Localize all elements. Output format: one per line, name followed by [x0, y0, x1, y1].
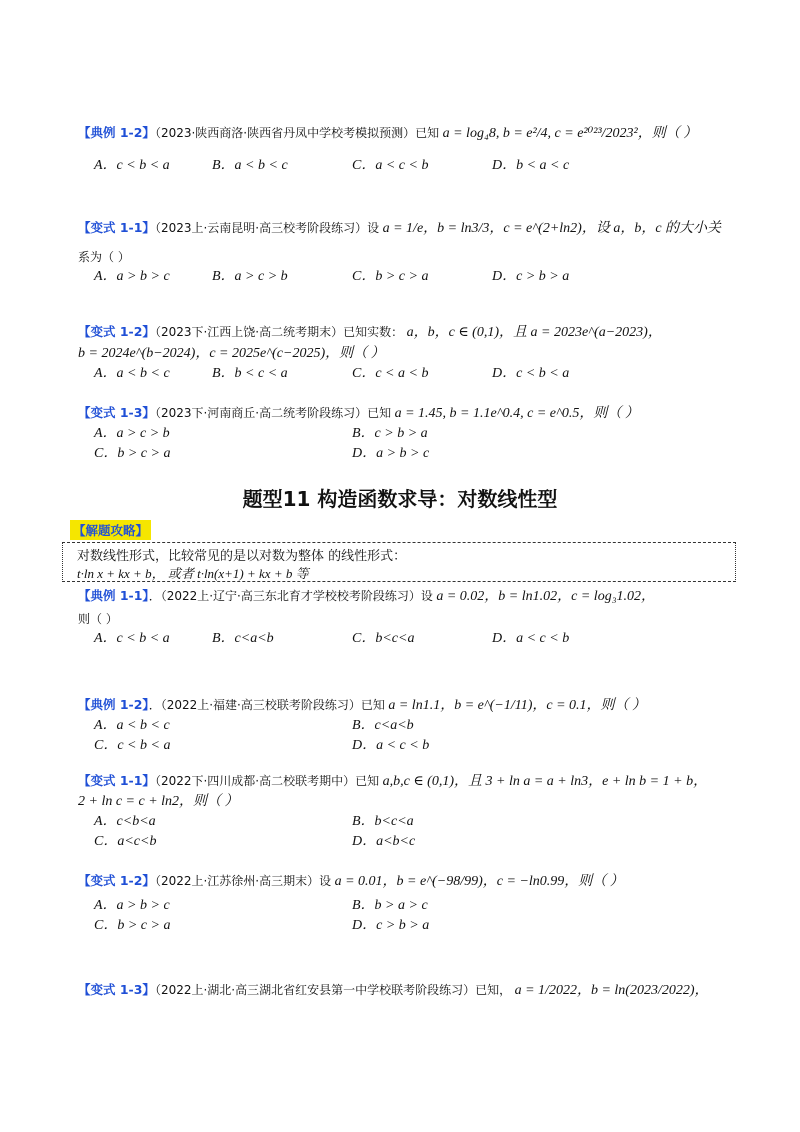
- question-formula: a = ln1.1，b = e^(−1/11)，c = 0.1，则（ ）: [384, 698, 647, 713]
- question-tag: 【典例 1-2】: [78, 125, 155, 140]
- option-b: B．b < c < a: [212, 366, 288, 381]
- option-a: A．c<b<a: [94, 814, 156, 829]
- option-d: D．a < c < b: [352, 738, 430, 753]
- option-a: A．a > b > c: [94, 898, 170, 913]
- question-tag: 【典例 1-2】: [78, 697, 149, 712]
- option-b: B．b > a > c: [352, 898, 428, 913]
- question-formula: a = 0.01，b = e^(−98/99)，c = −ln0.99，则（ ）: [331, 874, 624, 889]
- question-stem-continued: 则（ ）: [78, 612, 118, 626]
- option-c: C．b > c > a: [352, 269, 429, 284]
- option-d: D．c > b > a: [352, 918, 430, 933]
- options: [94, 156, 728, 176]
- options: [94, 716, 728, 736]
- option-c: C．b > c > a: [94, 918, 171, 933]
- question-source: ．（2022上·福建·高三校联考阶段练习）已知: [148, 698, 385, 712]
- question-formula: a，b，c ∈ (0,1)，且 a = 2023e^(a−2023)，: [403, 325, 662, 340]
- option-a: A．a < b < c: [94, 718, 170, 733]
- options: [94, 916, 728, 936]
- question-tag: 【变式 1-2】: [78, 324, 155, 339]
- strategy-line-1: 对数线性形式，比较常见的是以对数为整体 的线性形式：: [77, 549, 407, 564]
- question-source: （2022下·四川成都·高二校联考期中）已知: [154, 774, 380, 788]
- option-c: C．b<c<a: [352, 631, 415, 646]
- option-b: B．a > c > b: [212, 269, 288, 284]
- strategy-line-2: t·ln x + kx + b， 或者 t·ln(x+1) + kx + b 等: [77, 566, 309, 581]
- option-c: C．a<c<b: [94, 834, 157, 849]
- question-tag: 【变式 1-2】: [78, 873, 155, 888]
- option-b: B．c<a<b: [212, 631, 274, 646]
- question-source: ．（2022上·辽宁·高三东北育才学校校考阶段练习）设: [148, 589, 433, 603]
- question-tag: 【典例 1-1】: [78, 588, 149, 603]
- question-source: （2023下·河南商丘·高二统考阶段练习）已知: [154, 406, 392, 420]
- question-formula: a = log₄8, b = e²/4, c = e²⁰²³/2023²，则（ ）: [439, 126, 698, 141]
- question-7: [78, 771, 728, 852]
- question-stem-continued: 系为（ ）: [78, 250, 130, 264]
- option-c: C．b > c > a: [94, 446, 171, 461]
- strategy-label: 【解题攻略】: [70, 520, 151, 540]
- options: [94, 812, 728, 832]
- option-a: A．c < b < a: [94, 158, 170, 173]
- option-d: D．a > b > c: [352, 446, 430, 461]
- question-tag: 【变式 1-1】: [78, 773, 155, 788]
- question-source: （2023上·云南昆明·高三校考阶段练习）设: [154, 221, 380, 235]
- option-b: B．b<c<a: [352, 814, 414, 829]
- question-tag: 【变式 1-3】: [78, 405, 155, 420]
- question-source: （2022上·湖北·高三湖北省红安县第一中学校联考阶段练习）已知，: [154, 983, 512, 997]
- option-d: D．a<b<c: [352, 834, 416, 849]
- question-4: [78, 403, 728, 464]
- question-source: （2022上·江苏徐州·高三期末）设: [154, 874, 332, 888]
- question-tag: 【变式 1-1】: [78, 220, 155, 235]
- question-formula: a,b,c ∈ (0,1)，且 3 + ln a = a + ln3，e + ln b = 1 + b，: [379, 774, 708, 789]
- question-source: （2023·陕西商洛·陕西省丹凤中学校考模拟预测）已知: [154, 126, 440, 140]
- options: [94, 736, 728, 756]
- question-source: （2023下·江西上饶·高二统考期末）已知实数：: [154, 325, 404, 339]
- question-stem-continued: 2 + ln c = c + ln2，则（ ）: [78, 794, 239, 809]
- question-1: [78, 123, 728, 176]
- question-formula: a = 1/2022，b = ln(2023/2022)，: [511, 983, 709, 998]
- option-c: C．a < c < b: [352, 158, 429, 173]
- options: [94, 896, 728, 916]
- option-d: D．a < c < b: [492, 631, 570, 646]
- option-d: D．b < a < c: [492, 158, 570, 173]
- question-5: [78, 586, 728, 649]
- question-8: [78, 871, 728, 936]
- option-c: C．c < a < b: [352, 366, 429, 381]
- option-c: C．c < b < a: [94, 738, 171, 753]
- question-9: [78, 980, 728, 1001]
- question-2: [78, 218, 728, 287]
- options: [94, 424, 728, 444]
- option-a: A．a > b > c: [94, 269, 170, 284]
- option-a: A．c < b < a: [94, 631, 170, 646]
- options: [94, 267, 728, 287]
- question-stem-continued: b = 2024e^(b−2024)，c = 2025e^(c−2025)，则（ ）: [78, 346, 385, 361]
- question-tag: 【变式 1-3】: [78, 982, 155, 997]
- option-b: B．a < b < c: [212, 158, 288, 173]
- question-6: [78, 695, 728, 756]
- question-formula: a = 1.45, b = 1.1e^0.4, c = e^0.5，则（ ）: [391, 406, 639, 421]
- strategy-box: [62, 542, 736, 582]
- options: [94, 444, 728, 464]
- option-a: A．a < b < c: [94, 366, 170, 381]
- question-3: [78, 322, 728, 384]
- option-b: B．c > b > a: [352, 426, 428, 441]
- options: [94, 832, 728, 852]
- question-formula: a = 0.02，b = ln1.02，c = log₃1.02，: [432, 589, 656, 604]
- option-d: D．c < b < a: [492, 366, 570, 381]
- option-d: D．c > b > a: [492, 269, 570, 284]
- options: [94, 629, 728, 649]
- options: [94, 364, 728, 384]
- section-title: 题型11 构造函数求导：对数线性型: [242, 487, 558, 511]
- option-b: B．c<a<b: [352, 718, 414, 733]
- question-formula: a = 1/e，b = ln3/3，c = e^(2+ln2)，设 a，b，c 的大小关: [379, 221, 722, 236]
- option-a: A．a > c > b: [94, 426, 170, 441]
